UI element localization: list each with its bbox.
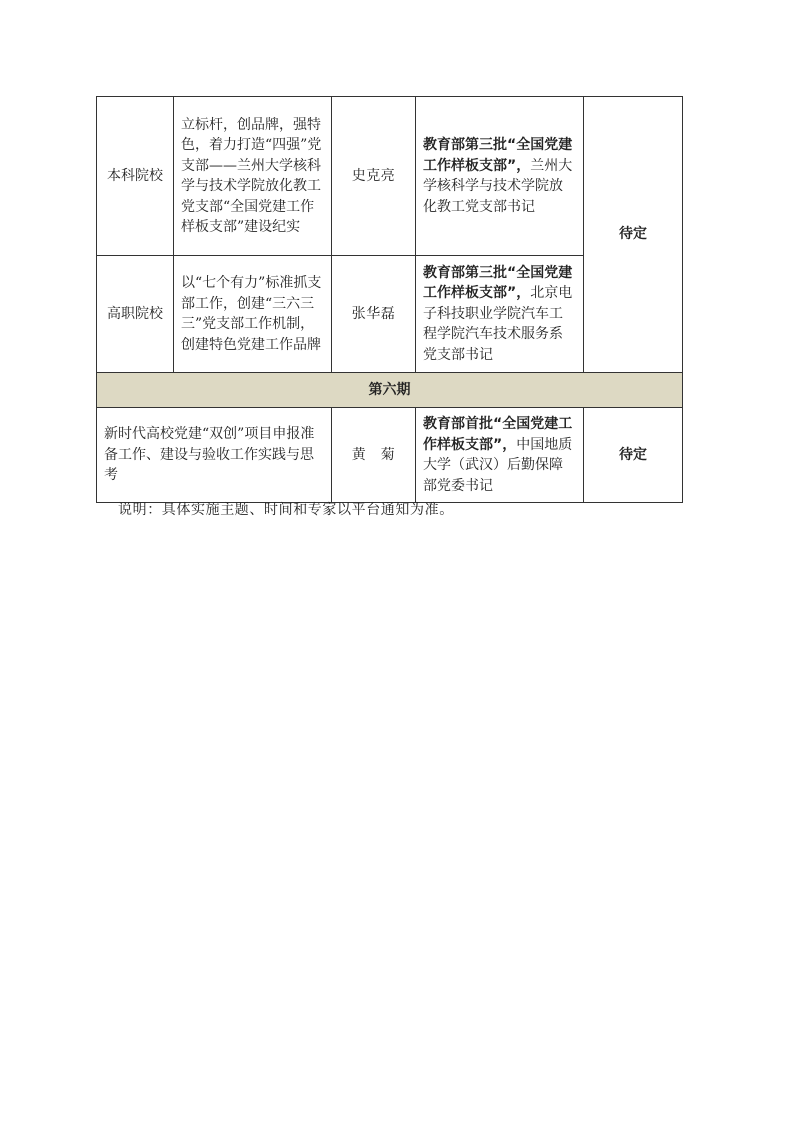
topic-cell: 新时代高校党建“双创”项目申报准备工作、建设与验收工作实践与思考 [97,408,332,503]
status-cell: 待定 [584,408,683,503]
expert-intro-highlight: 教育部第三批“全国党建工作样板支部”， [423,264,573,302]
schedule-table [96,96,683,503]
expert-intro-text: 北京电子科技职业学院汽车工程学院汽车技术服务系党支部书记 [423,285,573,363]
expert-intro-cell [416,256,584,373]
school-type-cell: 本科院校 [97,97,174,256]
expert-name-cell: 张华磊 [332,256,416,373]
expert-name-cell: 黄 菊 [332,408,416,503]
expert-intro-highlight: 教育部第三批“全国党建工作样板支部”， [423,137,573,174]
table-row [97,408,683,503]
expert-intro-cell [416,408,584,503]
expert-intro-text: 中国地质大学（武汉）后勤保障部党委书记 [423,436,573,494]
status-cell: 待定 [584,97,683,373]
footnote: 说明：具体实施主题、时间和专家以平台通知为准。 [118,502,454,518]
table-row [97,97,683,256]
topic-cell: 立标杆，创品牌，强特色，着力打造“四强”党支部——兰州大学核科学与技术学院放化教工党支部“全国党建工作样板支部”建设纪实 [174,97,332,256]
expert-intro-cell [416,97,584,256]
expert-intro-text: 兰州大学核科学与技术学院放化教工党支部书记 [423,157,573,215]
school-type-cell: 高职院校 [97,256,174,373]
expert-intro-highlight: 教育部首批“全国党建工作样板支部”， [423,416,573,453]
topic-cell: 以“七个有力”标准抓支部工作，创建“三六三三”党支部工作机制，创建特色党建工作品牌 [174,256,332,373]
period-label: 第六期 [97,373,683,408]
period-header-row [97,373,683,408]
expert-name-cell: 史克亮 [332,97,416,256]
